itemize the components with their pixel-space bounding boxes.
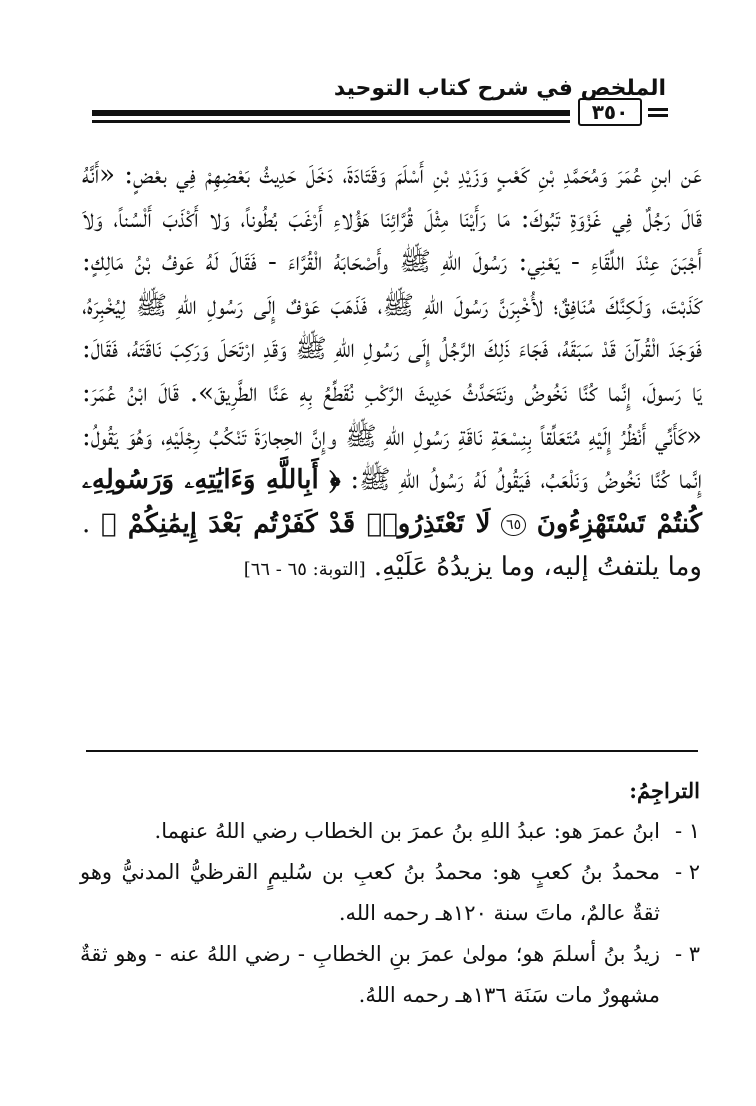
footnote-number: ٣ - — [674, 942, 700, 966]
header-rule — [92, 110, 570, 123]
ayah-number-mark: ٦٥ — [501, 514, 526, 536]
page-number-ornament — [648, 108, 668, 117]
footnote-number: ١ - — [674, 819, 700, 843]
footnotes-heading: التراجِمُ: — [629, 778, 700, 803]
footnote-text: زيدُ بنُ أسلمَ هو؛ مولىٰ عمرَ بنِ الخطابِ - رضي اللهُ عنه - وهو ثقةٌ مشهورٌ مات سَنَة ١٣٦هـ رحمه اللهُ. — [80, 942, 660, 1007]
running-title: الملخص في شرح كتاب التوحيد — [333, 76, 666, 101]
verse-reference: [التوبة: ٦٥ - ٦٦] — [243, 559, 366, 581]
quran-verse-part-2: لَا تَعْتَذِرُوا۟ قَدْ كَفَرْتُم بَعْدَ إِيمَٰنِكُمْ ﴾ — [100, 508, 491, 539]
footnote-rule — [86, 750, 698, 752]
hadith-text: عَن ابنِ عُمَرَ وَمُحَمَّدِ بْنِ كَعْبٍ وَزَيْدِ بْنِ أَسْلَمَ وَقَتَادَةَ، دَخَلَ حَدِيثُ بَعْضِهِمْ فِي بعْضٍ: «أَنَّهُ قَالَ رَجُلٌ فِي غَزْوَةِ تَبُوكَ: مَا رَأَيْنَا مِثْلَ قُرَّائِنَا هَؤُلاءِ أَرْغَبَ بُطُوناً، وَلا أَكْذَبَ أَلْسُناً، وَلاَ أَجْبَنَ عِنْدَ اللِّقَاءِ - يَعْنِي: رَسُولَ اللهِ ﷺ وأَصْحَابَهُ الْقُرَّاءَ - فَقَالَ لَهُ عَوفُ بْنُ مَالِكٍ: كَذَبْتَ، وَلَكِنَّكَ مُنَافِقٌ؛ لأُخْبِرَنَّ رَسُولَ اللهِ ﷺ، فَذَهَبَ عَوْفٌ إِلَى رَسُولِ اللهِ ﷺ لِيُخْبِرَهُ، فَوَجَدَ الْقُرآنَ قَدْ سَبَقَهُ، فَجَاءَ ذَلِكَ الرَّجُلُ إِلَى رَسُولِ اللهِ ﷺ وَقَدِ ارْتَحَلَ وَرَكِبَ نَاقَتَهُ، فَقَالَ: يَا رَسولَ، إِنَّما كُنَّا نَخُوضُ ونَتَحَدَّثُ حَدِيثَ الرَّكْبِ نُقَطِّعُ بِهِ عَنَّا الطَّرِيقَ». قَالَ ابْنُ عُمَرَ: «كَأَنِّي أَنْظُرُ إِلَيْهِ مُتَعَلِّقاً بِنِسْعَةِ نَاقَةِ رَسُولِ اللهِ ﷺ وإِنَّ الحِجارَةَ تَنْكُبُ رِجْلَيْهِ، وَهُوَ يَقُولُ: إِنَّما كُنَّا نَخُوضُ وَنَلْعَبُ، فَيَقُولُ لَهُ رَسُولُ اللهِ ﷺ: — [82, 160, 703, 496]
quran-verse-part-1: ﴿ أَبِاللَّهِ وَءَايَٰتِهِۦ وَرَسُولِهِۦ كُنتُمْ تَسْتَهْزِءُونَ — [82, 465, 703, 539]
footnotes — [80, 770, 700, 1016]
footnote-item — [80, 934, 700, 1016]
footnote-number: ٢ - — [674, 860, 700, 884]
footnote-text: محمدُ بنُ كعبٍ هو: محمدُ بنُ كعبِ بن سُليمٍ القرظيُّ المدنيُّ وهو ثقةٌ عالمٌ، ماتَ سنة ١٢٠هـ رحمه الله. — [80, 860, 660, 925]
footnote-text: ابنُ عمرَ هو: عبدُ اللهِ بنُ عمرَ بن الخطاب رضي اللهُ عنهما. — [154, 819, 660, 843]
page-number: ٣٥٠ — [578, 98, 642, 126]
footnote-item — [80, 852, 700, 934]
hadith-text-end: . وما يلتفتُ إليه، وما يزيدُهُ عَلَيْهِ. — [82, 508, 702, 583]
main-text — [82, 154, 702, 592]
footnote-item — [80, 811, 700, 852]
